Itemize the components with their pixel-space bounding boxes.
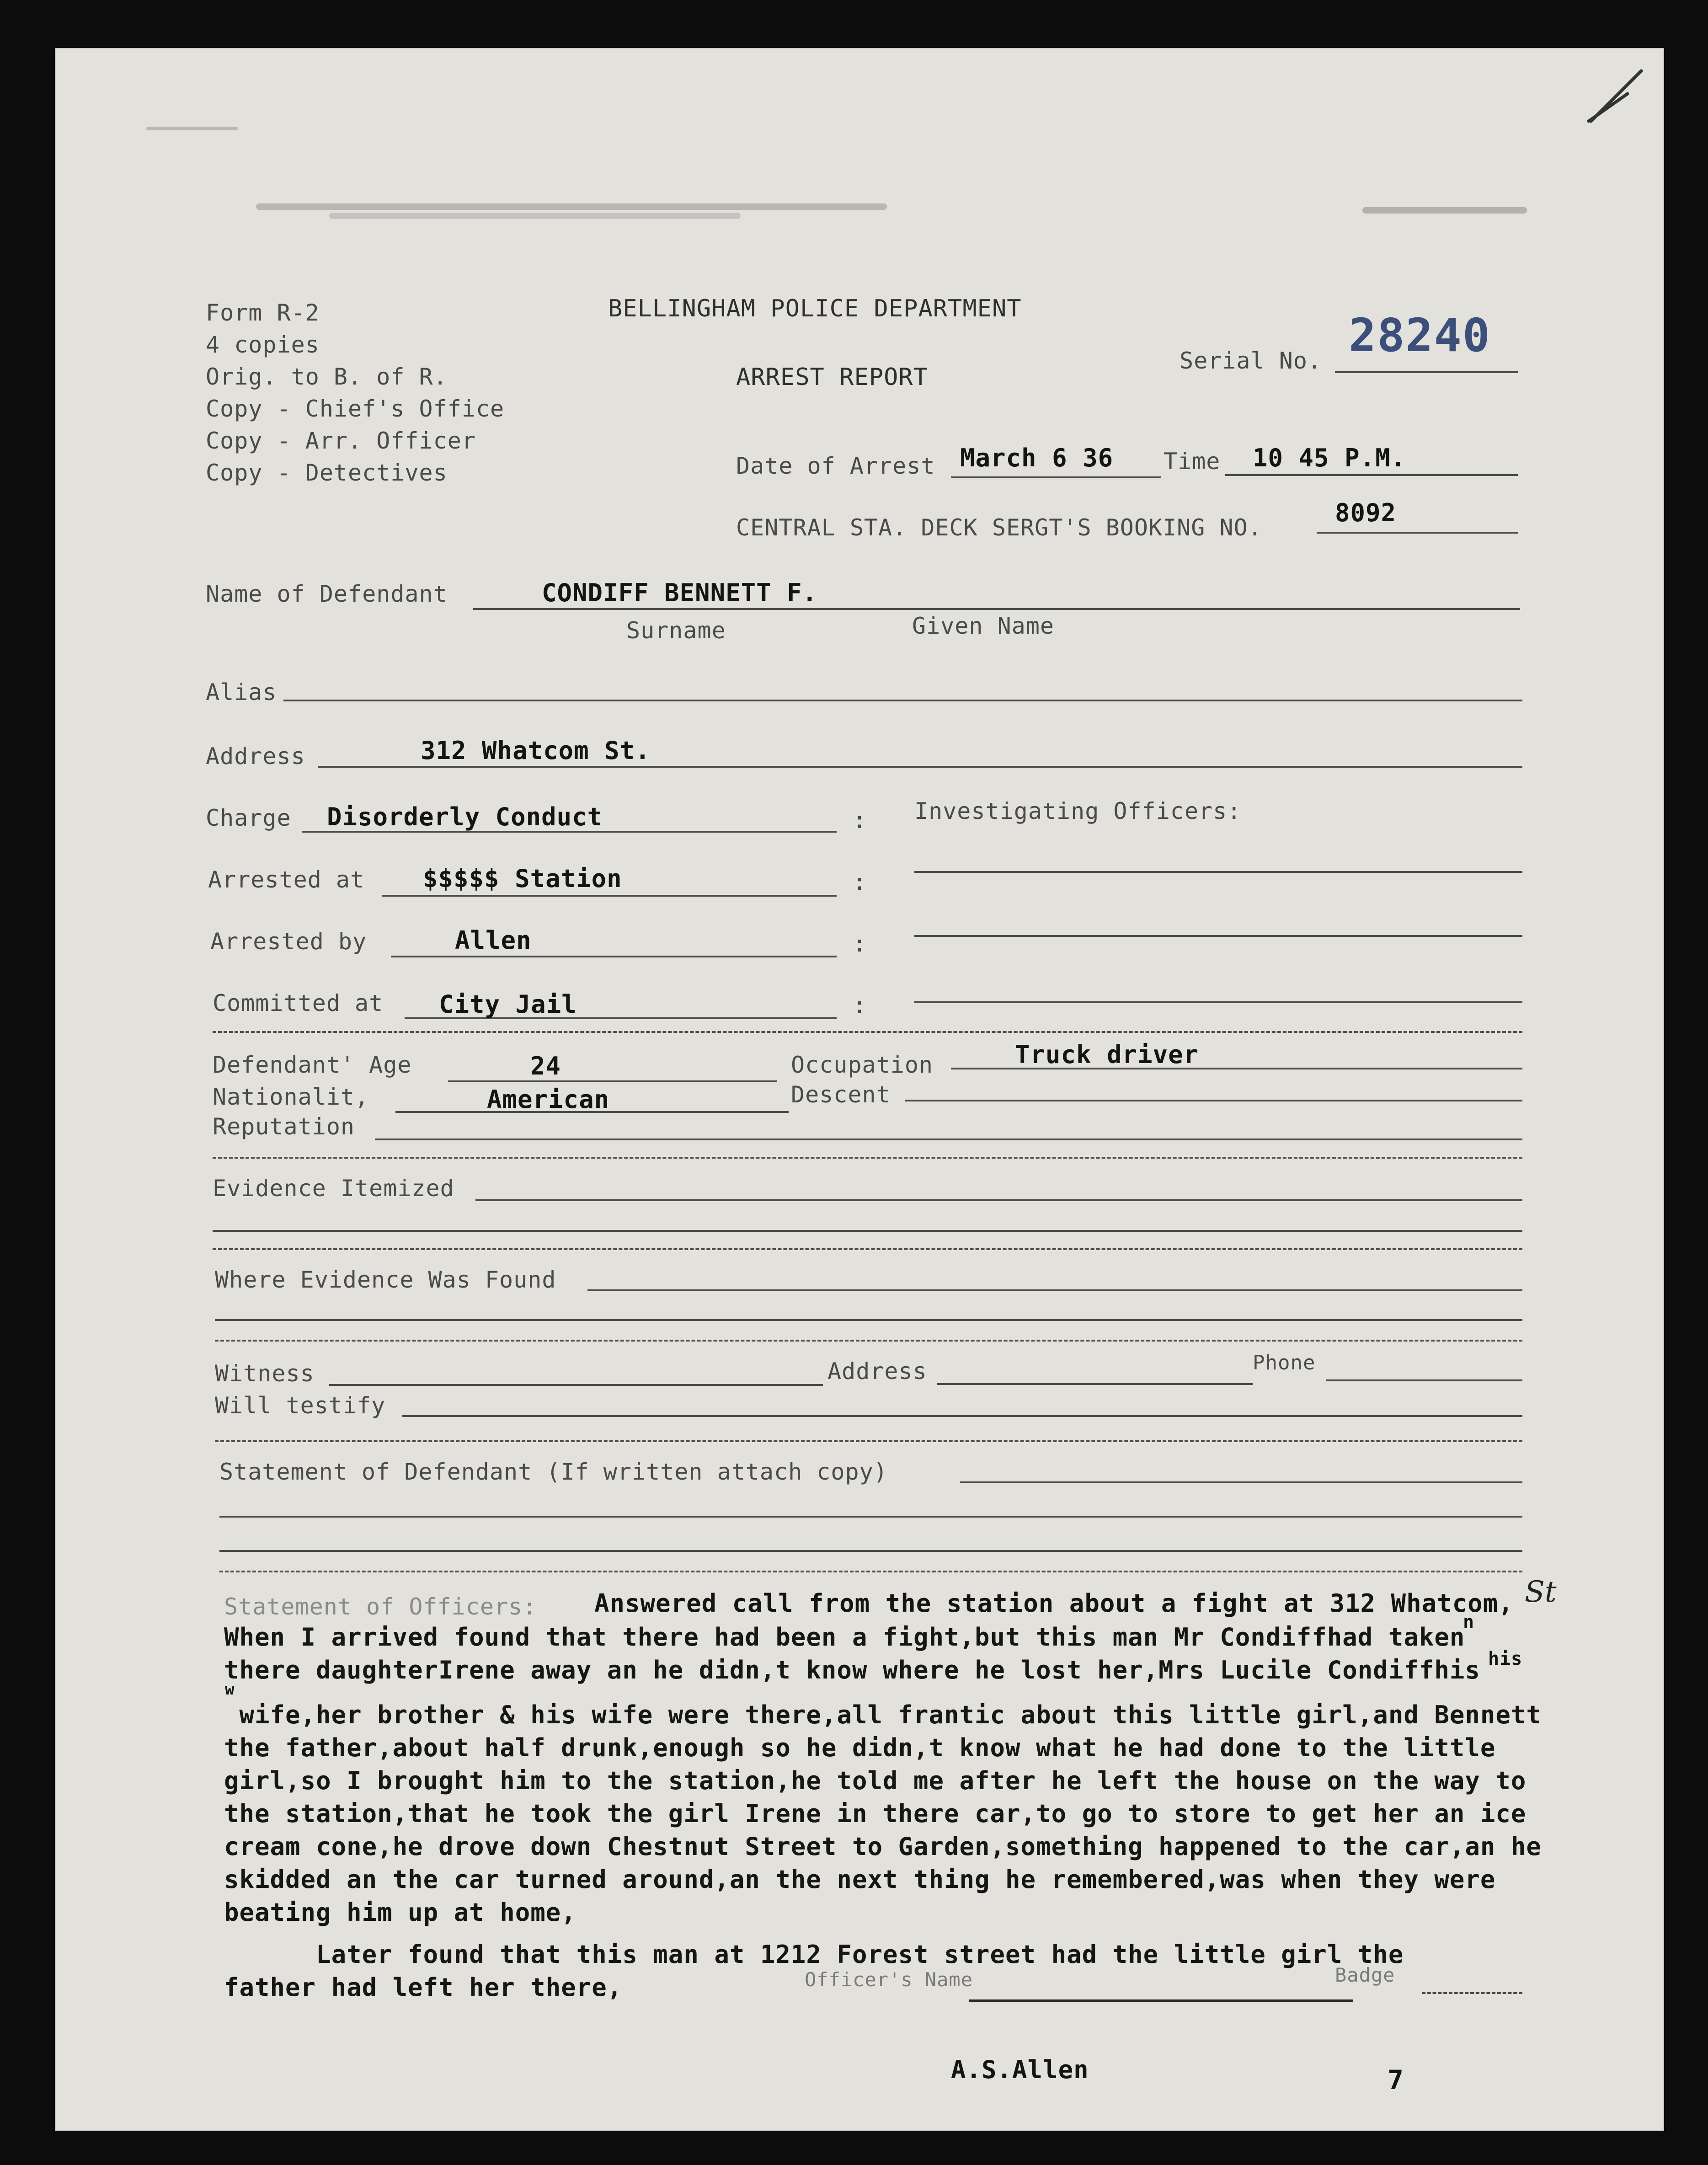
officers-statement-label: Statement of Officers: — [224, 1593, 537, 1620]
name-label: Name of Defendant — [206, 581, 448, 607]
document-page — [55, 48, 1664, 2131]
age-underline — [448, 1080, 777, 1082]
colon-mark: : — [853, 992, 867, 1019]
statement-line: father had left her there, — [224, 1973, 623, 2002]
section-divider — [215, 1440, 1522, 1442]
copies-count: 4 copies — [206, 331, 320, 358]
statement-line: Later found that this man at 1212 Forest street had the little girl the — [224, 1940, 1404, 1969]
officer-name-caption: Officer's Name — [805, 1968, 973, 1991]
address-label: Address — [206, 743, 305, 770]
badge-caption: Badge — [1335, 1964, 1395, 1986]
charge-label: Charge — [206, 805, 291, 831]
booking-underline — [1317, 532, 1518, 534]
alias-underline — [283, 700, 1522, 701]
investigating-officers-label: Investigating Officers: — [914, 798, 1242, 824]
nationality-label: Nationalit, — [213, 1084, 369, 1110]
date-underline — [951, 476, 1161, 478]
page-mark: 7 — [1388, 2064, 1404, 2096]
time-label: Time — [1164, 448, 1221, 475]
statement-line: the father,about half drunk,enough so he didn,t know what he had done to the little — [224, 1733, 1496, 1762]
reputation-label: Reputation — [213, 1113, 355, 1140]
evidence-line-2 — [213, 1230, 1522, 1232]
booking-label: CENTRAL STA. DECK SERGT'S BOOKING NO. — [736, 514, 1262, 541]
will-testify-underline — [402, 1415, 1522, 1417]
surname-caption: Surname — [626, 617, 726, 644]
statement-defendant-label: Statement of Defendant (If written attach copy) — [219, 1459, 888, 1485]
officers-statement-body — [224, 1621, 1596, 2004]
nationality-value: American — [487, 1085, 610, 1114]
section-divider — [213, 1248, 1522, 1250]
statement-line: the station,that he took the girl Irene in there car,to go to store to get her an ice — [224, 1799, 1527, 1828]
age-label: Defendant' Age — [213, 1052, 412, 1078]
section-divider — [219, 1571, 1522, 1572]
serial-underline — [1335, 371, 1518, 373]
paper-stain — [146, 127, 238, 130]
colon-mark: : — [853, 930, 867, 957]
serial-label: Serial No. — [1180, 347, 1322, 374]
serial-number: 28240 — [1349, 309, 1491, 362]
statement-defendant-line-3 — [219, 1550, 1522, 1552]
statement-line: girl,so I brought him to the station,he told me after he left the house on the way to — [224, 1766, 1527, 1795]
arrested-at-label: Arrested at — [208, 866, 365, 893]
strike-through — [969, 1999, 1353, 2002]
checkmark-icon — [1573, 53, 1646, 135]
insert-n: n — [1463, 1612, 1475, 1633]
date-label: Date of Arrest — [736, 453, 935, 479]
statement-line: cream cone,he drove down Chestnut Street to Garden,something happened to the car,an he — [224, 1832, 1542, 1861]
occupation-value: Truck driver — [1015, 1040, 1199, 1069]
paper-stain — [1362, 207, 1527, 214]
arrested-at-underline — [382, 895, 837, 897]
reputation-underline — [375, 1139, 1522, 1140]
given-name-caption: Given Name — [912, 613, 1055, 639]
insert-w: w — [225, 1680, 235, 1699]
section-divider — [215, 1340, 1522, 1342]
date-value: March 6 36 — [960, 444, 1114, 472]
charge-value: Disorderly Conduct — [327, 802, 603, 831]
officers-statement-first-line: Answered call from the station about a fight at 312 Whatcom, — [594, 1589, 1514, 1618]
name-underline — [473, 608, 1520, 610]
statement-line: skidded an the car turned around,an the next thing he remembered,was when they were — [224, 1865, 1496, 1894]
alias-label: Alias — [206, 679, 277, 706]
statement-line: beating him up at home, — [224, 1898, 576, 1927]
statement-line: there daughterIrene away an he didn,t know where he lost her,Mrs Lucile Condiffhis — [224, 1656, 1480, 1684]
statement-line: wife,her brother & his wife were there,all frantic about this little girl,and Bennett — [224, 1700, 1542, 1729]
witness-label: Witness — [215, 1360, 315, 1387]
department-title: BELLINGHAM POLICE DEPARTMENT — [608, 295, 1022, 322]
section-divider — [213, 1031, 1522, 1033]
where-evidence-underline — [587, 1289, 1522, 1291]
arrested-by-underline — [391, 956, 837, 957]
witness-address-underline — [937, 1383, 1253, 1385]
statement-line: When I arrived found that there had been a fight,but this man Mr Condiffhad taken — [224, 1623, 1465, 1652]
evidence-underline — [475, 1199, 1522, 1201]
time-value: 10 45 P.M. — [1253, 444, 1406, 472]
defendant-name: CONDIFF BENNETT F. — [542, 578, 818, 607]
investigating-line-3 — [914, 1001, 1522, 1003]
investigating-line-2 — [914, 935, 1522, 937]
copy-detectives-line: Copy - Detectives — [206, 460, 448, 486]
witness-address-label: Address — [827, 1358, 927, 1385]
margin-note: St — [1525, 1575, 1557, 1609]
phone-label: Phone — [1253, 1351, 1316, 1374]
address-value: 312 Whatcom St. — [421, 736, 651, 765]
badge-underline — [1422, 1992, 1522, 1994]
colon-mark: : — [853, 869, 867, 895]
copy-officer-line: Copy - Arr. Officer — [206, 428, 476, 454]
where-evidence-label: Where Evidence Was Found — [215, 1267, 556, 1293]
will-testify-label: Will testify — [215, 1392, 386, 1419]
descent-label: Descent — [791, 1081, 891, 1108]
arrested-by-label: Arrested by — [210, 928, 367, 955]
address-underline — [318, 766, 1522, 768]
booking-value: 8092 — [1335, 498, 1397, 527]
arrested-at-value: $$$$$ Station — [423, 864, 622, 893]
evidence-label: Evidence Itemized — [213, 1175, 454, 1202]
orig-copy-line: Orig. to B. of R. — [206, 364, 448, 390]
descent-underline — [905, 1100, 1522, 1101]
phone-underline — [1326, 1379, 1522, 1381]
investigating-line-1 — [914, 871, 1522, 873]
paper-stain — [329, 213, 741, 219]
section-divider — [213, 1157, 1522, 1159]
paper-stain — [256, 203, 887, 210]
copy-chief-line: Copy - Chief's Office — [206, 396, 505, 422]
occupation-label: Occupation — [791, 1052, 934, 1078]
arrested-by-value: Allen — [455, 926, 532, 955]
statement-defendant-line-2 — [219, 1516, 1522, 1518]
committed-at-label: Committed at — [213, 990, 384, 1016]
time-underline — [1225, 474, 1518, 476]
report-title: ARREST REPORT — [736, 364, 928, 391]
statement-defendant-underline — [960, 1481, 1522, 1483]
age-value: 24 — [530, 1052, 561, 1080]
witness-underline — [329, 1384, 823, 1386]
insert-his: his — [1488, 1648, 1523, 1669]
form-number: Form R-2 — [206, 299, 320, 326]
officer-signature: A.S.Allen — [951, 2055, 1089, 2084]
committed-at-value: City Jail — [439, 990, 577, 1019]
where-evidence-line-2 — [215, 1319, 1522, 1321]
colon-mark: : — [853, 807, 867, 834]
